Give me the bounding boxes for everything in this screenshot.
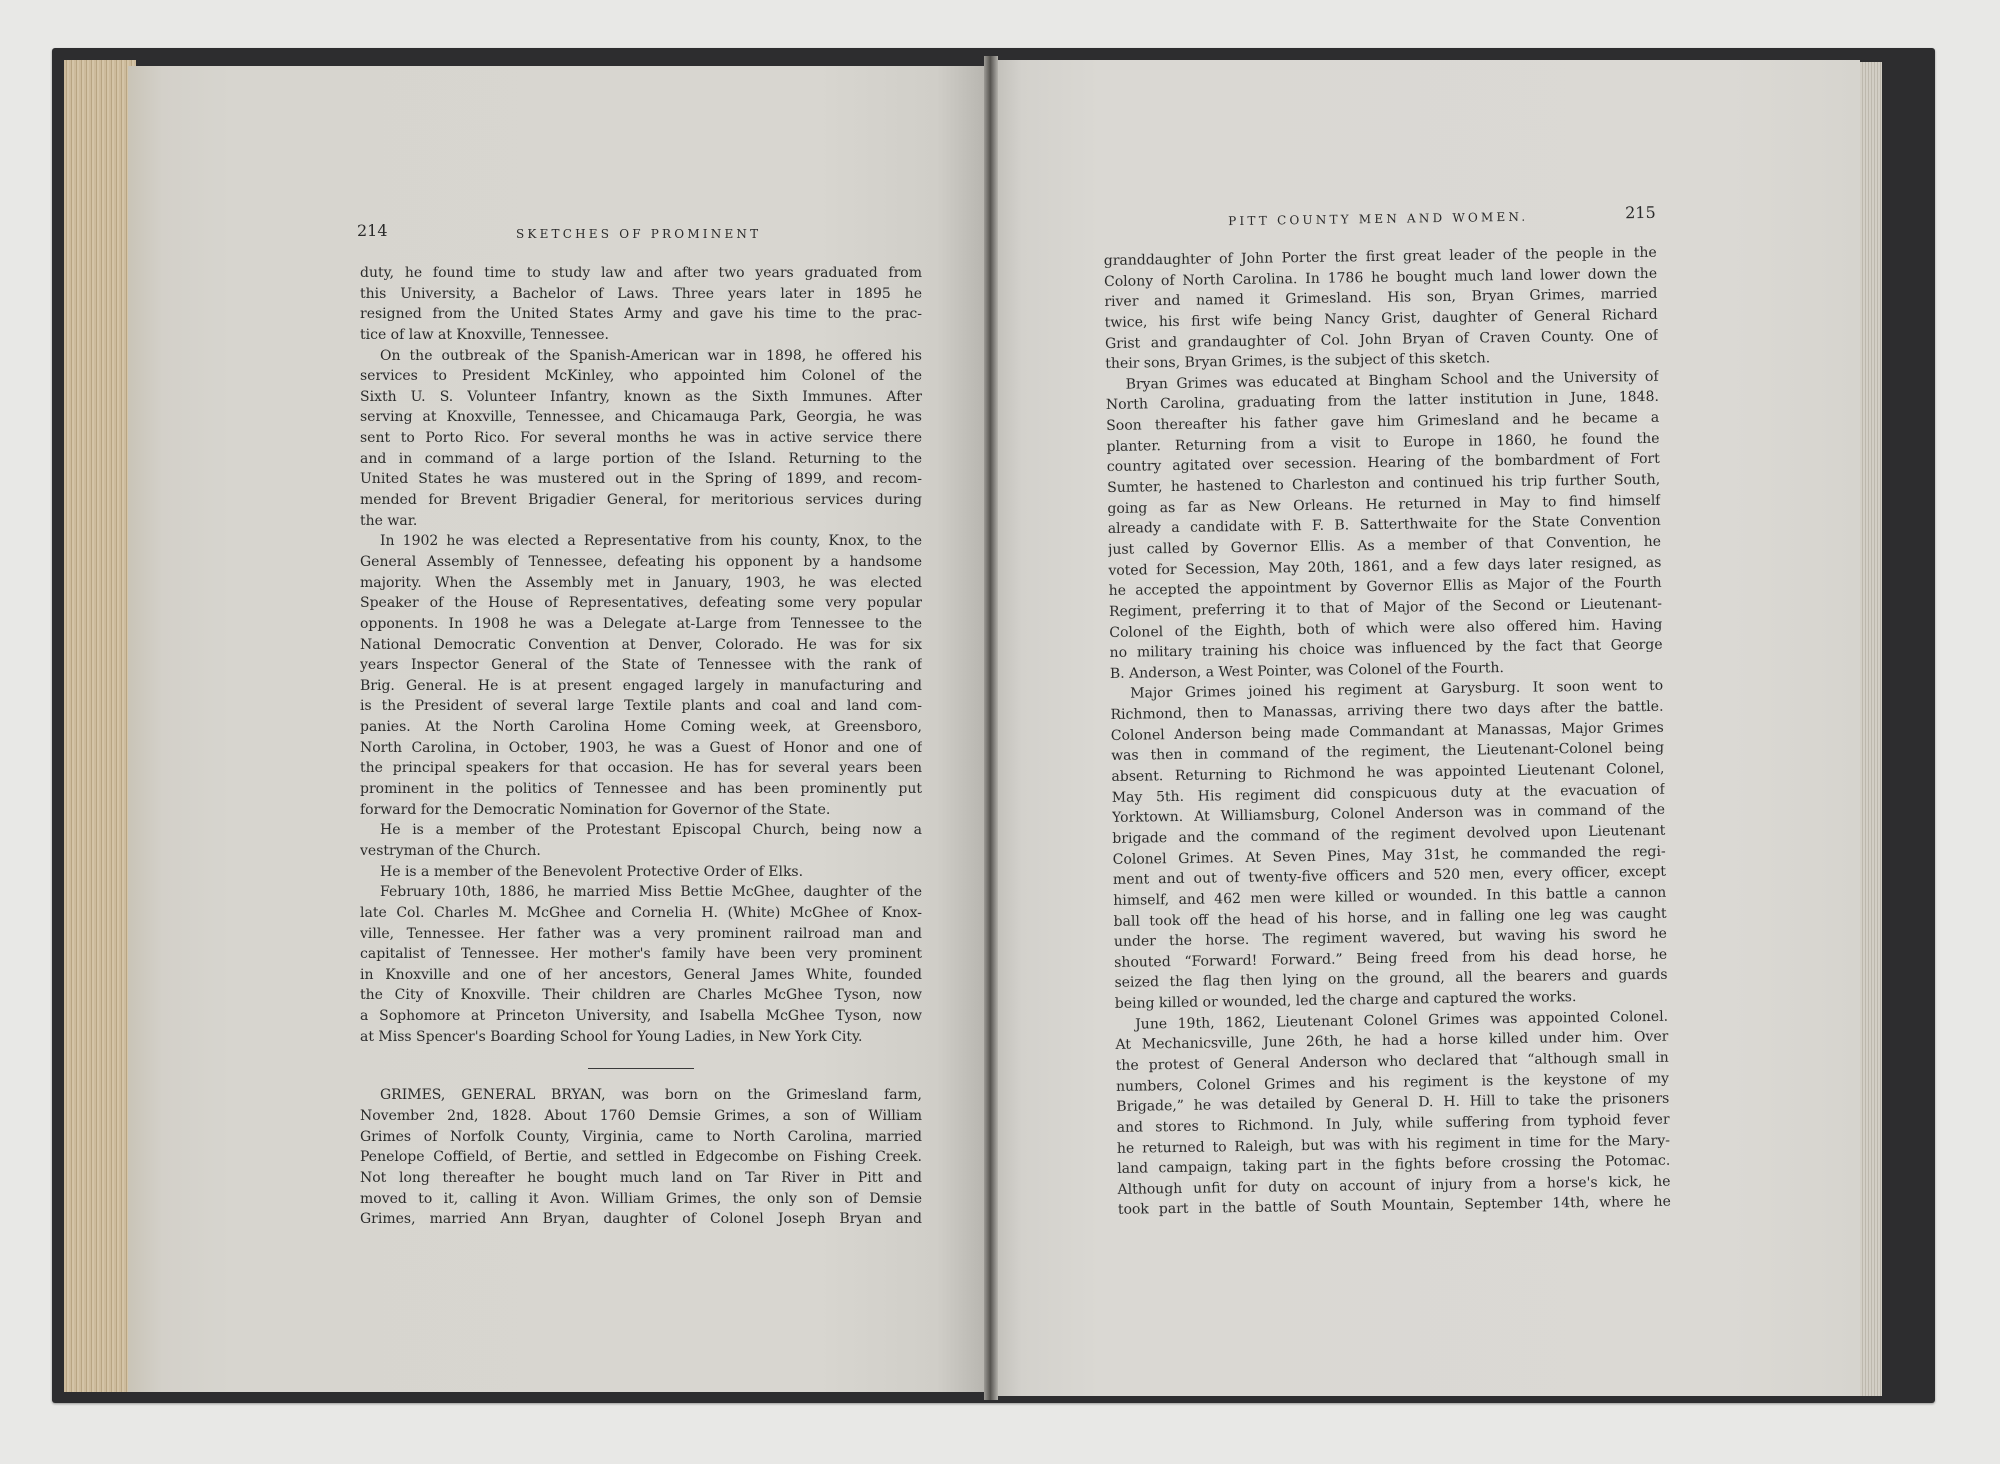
text-line: the principal speakers for that occasion. He has for several years been xyxy=(360,760,922,777)
text-line: opponents. In 1908 he was a Delegate at-Large from Tennessee to the xyxy=(360,615,922,632)
text-line: at Miss Spencer's Boarding School for Young Ladies, in New York City. xyxy=(360,1028,863,1045)
text-line: took part in the battle of South Mountain, September 14th, where he xyxy=(1117,1194,1671,1219)
left-page-body xyxy=(360,263,922,1230)
text-line: Colonel Grimes. At Seven Pines, May 31st, he commanded the regi- xyxy=(1112,843,1666,868)
text-line: Grimes of Norfolk County, Virginia, came to North Carolina, married xyxy=(360,1128,922,1145)
text-line: seized the flag then lying on the ground, all the bearers and guards xyxy=(1114,967,1668,992)
text-line: Penelope Coffield, of Bertie, and settled in Edgecombe on Fishing Creek. xyxy=(360,1149,922,1166)
text-line: North Carolina, graduating from the latter institution in June, 1848. xyxy=(1105,389,1660,414)
text-line: Grist and grandaughter of Col. John Bryan of Craven County. One of xyxy=(1104,327,1659,352)
text-line: Brig. General. He is at present engaged largely in manufacturing and xyxy=(360,677,922,694)
text-line: granddaughter of John Porter the first great leader of the people in the xyxy=(1103,244,1657,269)
right-page-content xyxy=(1103,199,1678,1237)
text-line: On the outbreak of the Spanish-American war in 1898, he offered his xyxy=(380,347,922,364)
text-line: Sixth U. S. Volunteer Infantry, known as the Sixth Immunes. After xyxy=(360,388,922,405)
text-line: General Assembly of Tennessee, defeating his opponent by a handsome xyxy=(360,553,922,570)
text-line: Soon thereafter his father gave him Grimesland and he became a xyxy=(1106,409,1660,435)
section-divider xyxy=(360,1047,922,1085)
text-line: serving at Knoxville, Tennessee, and Chicamauga Park, Georgia, he was xyxy=(360,409,922,426)
text-line: forward for the Democratic Nomination for Governor of the State. xyxy=(360,801,831,818)
text-line: the war. xyxy=(360,512,418,529)
text-line: Although unfit for duty on account of injury from a horse's kick, he xyxy=(1117,1173,1671,1198)
text-line: moved to it, calling it Avon. William Grimes, the only son of Demsie xyxy=(360,1190,922,1207)
paragraph xyxy=(360,820,922,861)
tyson-entry-text xyxy=(360,263,922,1047)
text-line: and stores to Richmond. In July, while suffering from typhoid fever xyxy=(1116,1111,1670,1136)
text-line: and in command of a large portion of the Island. Returning to the xyxy=(360,450,922,467)
text-line: a Sophomore at Princeton University, and Isabella McGhee Tyson, now xyxy=(360,1008,922,1025)
text-line: just called by Governor Ellis. As a member of that Convention, he xyxy=(1107,533,1662,558)
text-line: At Mechanicsville, June 26th, he had a horse killed under him. Over xyxy=(1115,1029,1669,1054)
text-line: Brigade,” he was detailed by General D. H. Hill to take the prisoners xyxy=(1116,1090,1670,1116)
text-line: country agitated over secession. Hearing of the bombardment of Fort xyxy=(1106,451,1660,476)
text-line: Regiment, preferring it to that of Major of the Second or Lieutenant- xyxy=(1108,595,1663,620)
text-line: sent to Porto Rico. For several months he was in active service there xyxy=(360,430,922,447)
text-line: North Carolina, in October, 1903, he was a Guest of Honor and one of xyxy=(360,739,922,756)
text-line: is the President of several large Textile plants and coal and land com- xyxy=(360,698,922,715)
text-line: prominent in the politics of Tennessee and has been prominently put xyxy=(360,781,922,798)
paragraph xyxy=(360,346,922,532)
text-line: brigade and the command of the regiment devolved upon Lieutenant xyxy=(1112,822,1666,847)
text-line: already a candidate with F. B. Satterthwaite for the State Convention xyxy=(1107,513,1661,538)
paragraph xyxy=(1105,367,1663,685)
text-line: Colonel of the Eighth, both of which were also offered him. Having xyxy=(1109,616,1663,641)
text-line: himself, and 462 men were killed or wounded. In this battle a cannon xyxy=(1113,884,1667,909)
paragraph xyxy=(360,263,922,346)
text-line: being killed or wounded, led the charge and captured the works. xyxy=(1114,989,1577,1012)
text-line: November 2nd, 1828. About 1760 Demsie Grimes, a son of William xyxy=(360,1107,922,1124)
paragraph xyxy=(1110,676,1668,1014)
text-line: Colonel Anderson being made Commandant at Manassas, Major Grimes xyxy=(1110,719,1664,744)
paragraph xyxy=(360,862,922,883)
text-line: services to President McKinley, who appointed him Colonel of the xyxy=(360,368,922,385)
running-head: PITT COUNTY MEN AND WOMEN. xyxy=(1228,209,1529,229)
text-line: In 1902 he was elected a Representative from his county, Knox, to the xyxy=(380,533,922,550)
grimes-entry-continued-text xyxy=(1104,243,1671,1221)
text-line: absent. Returning to Richmond he was appointed Lieutenant Colonel, xyxy=(1111,760,1665,785)
text-line: he returned to Raleigh, but was with his regiment in time for the Mary- xyxy=(1116,1132,1671,1157)
text-line: this University, a Bachelor of Laws. Three years later in 1895 he xyxy=(360,285,922,302)
text-line: ville, Tennessee. Her father was a very prominent railroad man and xyxy=(360,925,922,942)
text-line: their sons, Bryan Grimes, is the subject of this sketch. xyxy=(1105,350,1491,373)
paragraph xyxy=(360,882,922,1047)
grimes-entry-text xyxy=(360,1085,922,1229)
running-head: SKETCHES OF PROMINENT xyxy=(516,227,762,241)
text-line: ball took off the head of his horse, and in falling one leg was caught xyxy=(1113,905,1667,930)
text-line: he accepted the appointment by Governor Ellis as Major of the Fourth xyxy=(1108,575,1662,600)
text-line: ment and out of twenty-five officers and 520 men, every officer, except xyxy=(1112,863,1667,889)
text-line: GRIMES, GENERAL BRYAN, was born on the Grimesland farm, xyxy=(380,1087,922,1104)
text-line: May 5th. His regiment did conspicuous duty at the evacuation of xyxy=(1111,781,1665,806)
text-line: panies. At the North Carolina Home Coming week, at Greensboro, xyxy=(360,719,922,736)
text-line: duty, he found time to study law and after two years graduated from xyxy=(360,265,922,281)
page-number: 214 xyxy=(357,221,388,240)
divider-line xyxy=(588,1068,694,1069)
text-line: voted for Secession, May 20th, 1861, and a few days later resigned, as xyxy=(1108,554,1662,579)
text-line: Bryan Grimes was educated at Bingham School and the University of xyxy=(1125,368,1659,393)
text-line: was then in command of the regiment, the Lieutenant-Colonel being xyxy=(1111,740,1665,765)
text-line: the protest of General Anderson who declared that “although small in xyxy=(1115,1049,1669,1074)
text-line: Richmond, then to Manassas, arriving there two days after the battle. xyxy=(1110,698,1664,724)
text-line: tice of law at Knoxville, Tennessee. xyxy=(360,326,609,343)
text-line: He is a member of the Benevolent Protective Order of Elks. xyxy=(380,863,804,880)
text-line: under the horse. The regiment wavered, but waving his sword he xyxy=(1113,925,1667,951)
text-line: B. Anderson, a West Pointer, was Colonel of the Fourth. xyxy=(1109,659,1504,682)
text-line: land campaign, taking part in the fights before crossing the Potomac. xyxy=(1117,1152,1671,1178)
text-line: years Inspector General of the State of Tennessee with the rank of xyxy=(360,657,922,674)
text-line: twice, his first wife being Nancy Grist, daughter of General Richard xyxy=(1104,306,1658,331)
right-page-body xyxy=(1104,243,1671,1221)
text-line: the City of Knoxville. Their children are Charles McGhee Tyson, now xyxy=(360,987,922,1004)
text-line: late Col. Charles M. McGhee and Cornelia H. (White) McGhee of Knox- xyxy=(360,904,922,921)
text-line: Grimes, married Ann Bryan, daughter of Colonel Joseph Bryan and xyxy=(360,1211,922,1228)
text-line: vestryman of the Church. xyxy=(360,842,541,859)
text-line: Not long thereafter he bought much land on Tar River in Pitt and xyxy=(360,1169,922,1186)
text-line: United States he was mustered out in the Spring of 1899, and recom- xyxy=(360,471,922,488)
paragraph xyxy=(360,531,922,820)
paragraph xyxy=(360,1085,922,1229)
text-line: planter. Returning from a visit to Europe in 1860, he found the xyxy=(1106,430,1660,455)
text-line: majority. When the Assembly met in January, 1903, he was elected xyxy=(360,574,922,591)
text-line: shouted “Forward! Forward.” Being freed from his dead horse, he xyxy=(1114,946,1668,971)
text-line: Yorktown. At Williamsburg, Colonel Anderson was in command of the xyxy=(1111,802,1666,827)
text-line: Sumter, he hastened to Charleston and continued his trip further South, xyxy=(1107,471,1661,497)
paragraph xyxy=(1115,1006,1671,1221)
text-line: numbers, Colonel Grimes and his regiment is the keystone of my xyxy=(1115,1070,1670,1095)
text-line: Major Grimes joined his regiment at Garysburg. It soon went to xyxy=(1130,678,1664,703)
text-line: resigned from the United States Army and gave his time to the prac- xyxy=(360,306,922,323)
text-line: Colony of North Carolina. In 1786 he bought much land lower down the xyxy=(1103,265,1658,290)
paragraph xyxy=(1104,243,1659,375)
text-line: June 19th, 1862, Lieutenant Colonel Grimes was appointed Colonel. xyxy=(1135,1008,1669,1033)
text-line: He is a member of the Protestant Episcopal Church, being now a xyxy=(380,822,922,839)
text-line: mended for Brevent Brigadier General, for meritorious services during xyxy=(360,492,922,509)
text-line: river and named it Grimesland. His son, Bryan Grimes, married xyxy=(1104,286,1658,311)
text-line: National Democratic Convention at Denver, Colorado. He was for six xyxy=(360,636,922,653)
text-line: Speaker of the House of Representatives, defeating some very popular xyxy=(360,595,922,612)
text-line: no military training his choice was influenced by the fact that George xyxy=(1109,636,1663,662)
text-line: capitalist of Tennessee. Her mother's family have been very prominent xyxy=(360,946,922,963)
text-line: February 10th, 1886, he married Miss Bettie McGhee, daughter of the xyxy=(380,884,922,901)
text-line: in Knoxville and one of her ancestors, General James White, founded xyxy=(360,966,922,983)
page-number: 215 xyxy=(1625,202,1656,223)
text-line: going as far as New Orleans. He returned in May to find himself xyxy=(1107,492,1661,517)
